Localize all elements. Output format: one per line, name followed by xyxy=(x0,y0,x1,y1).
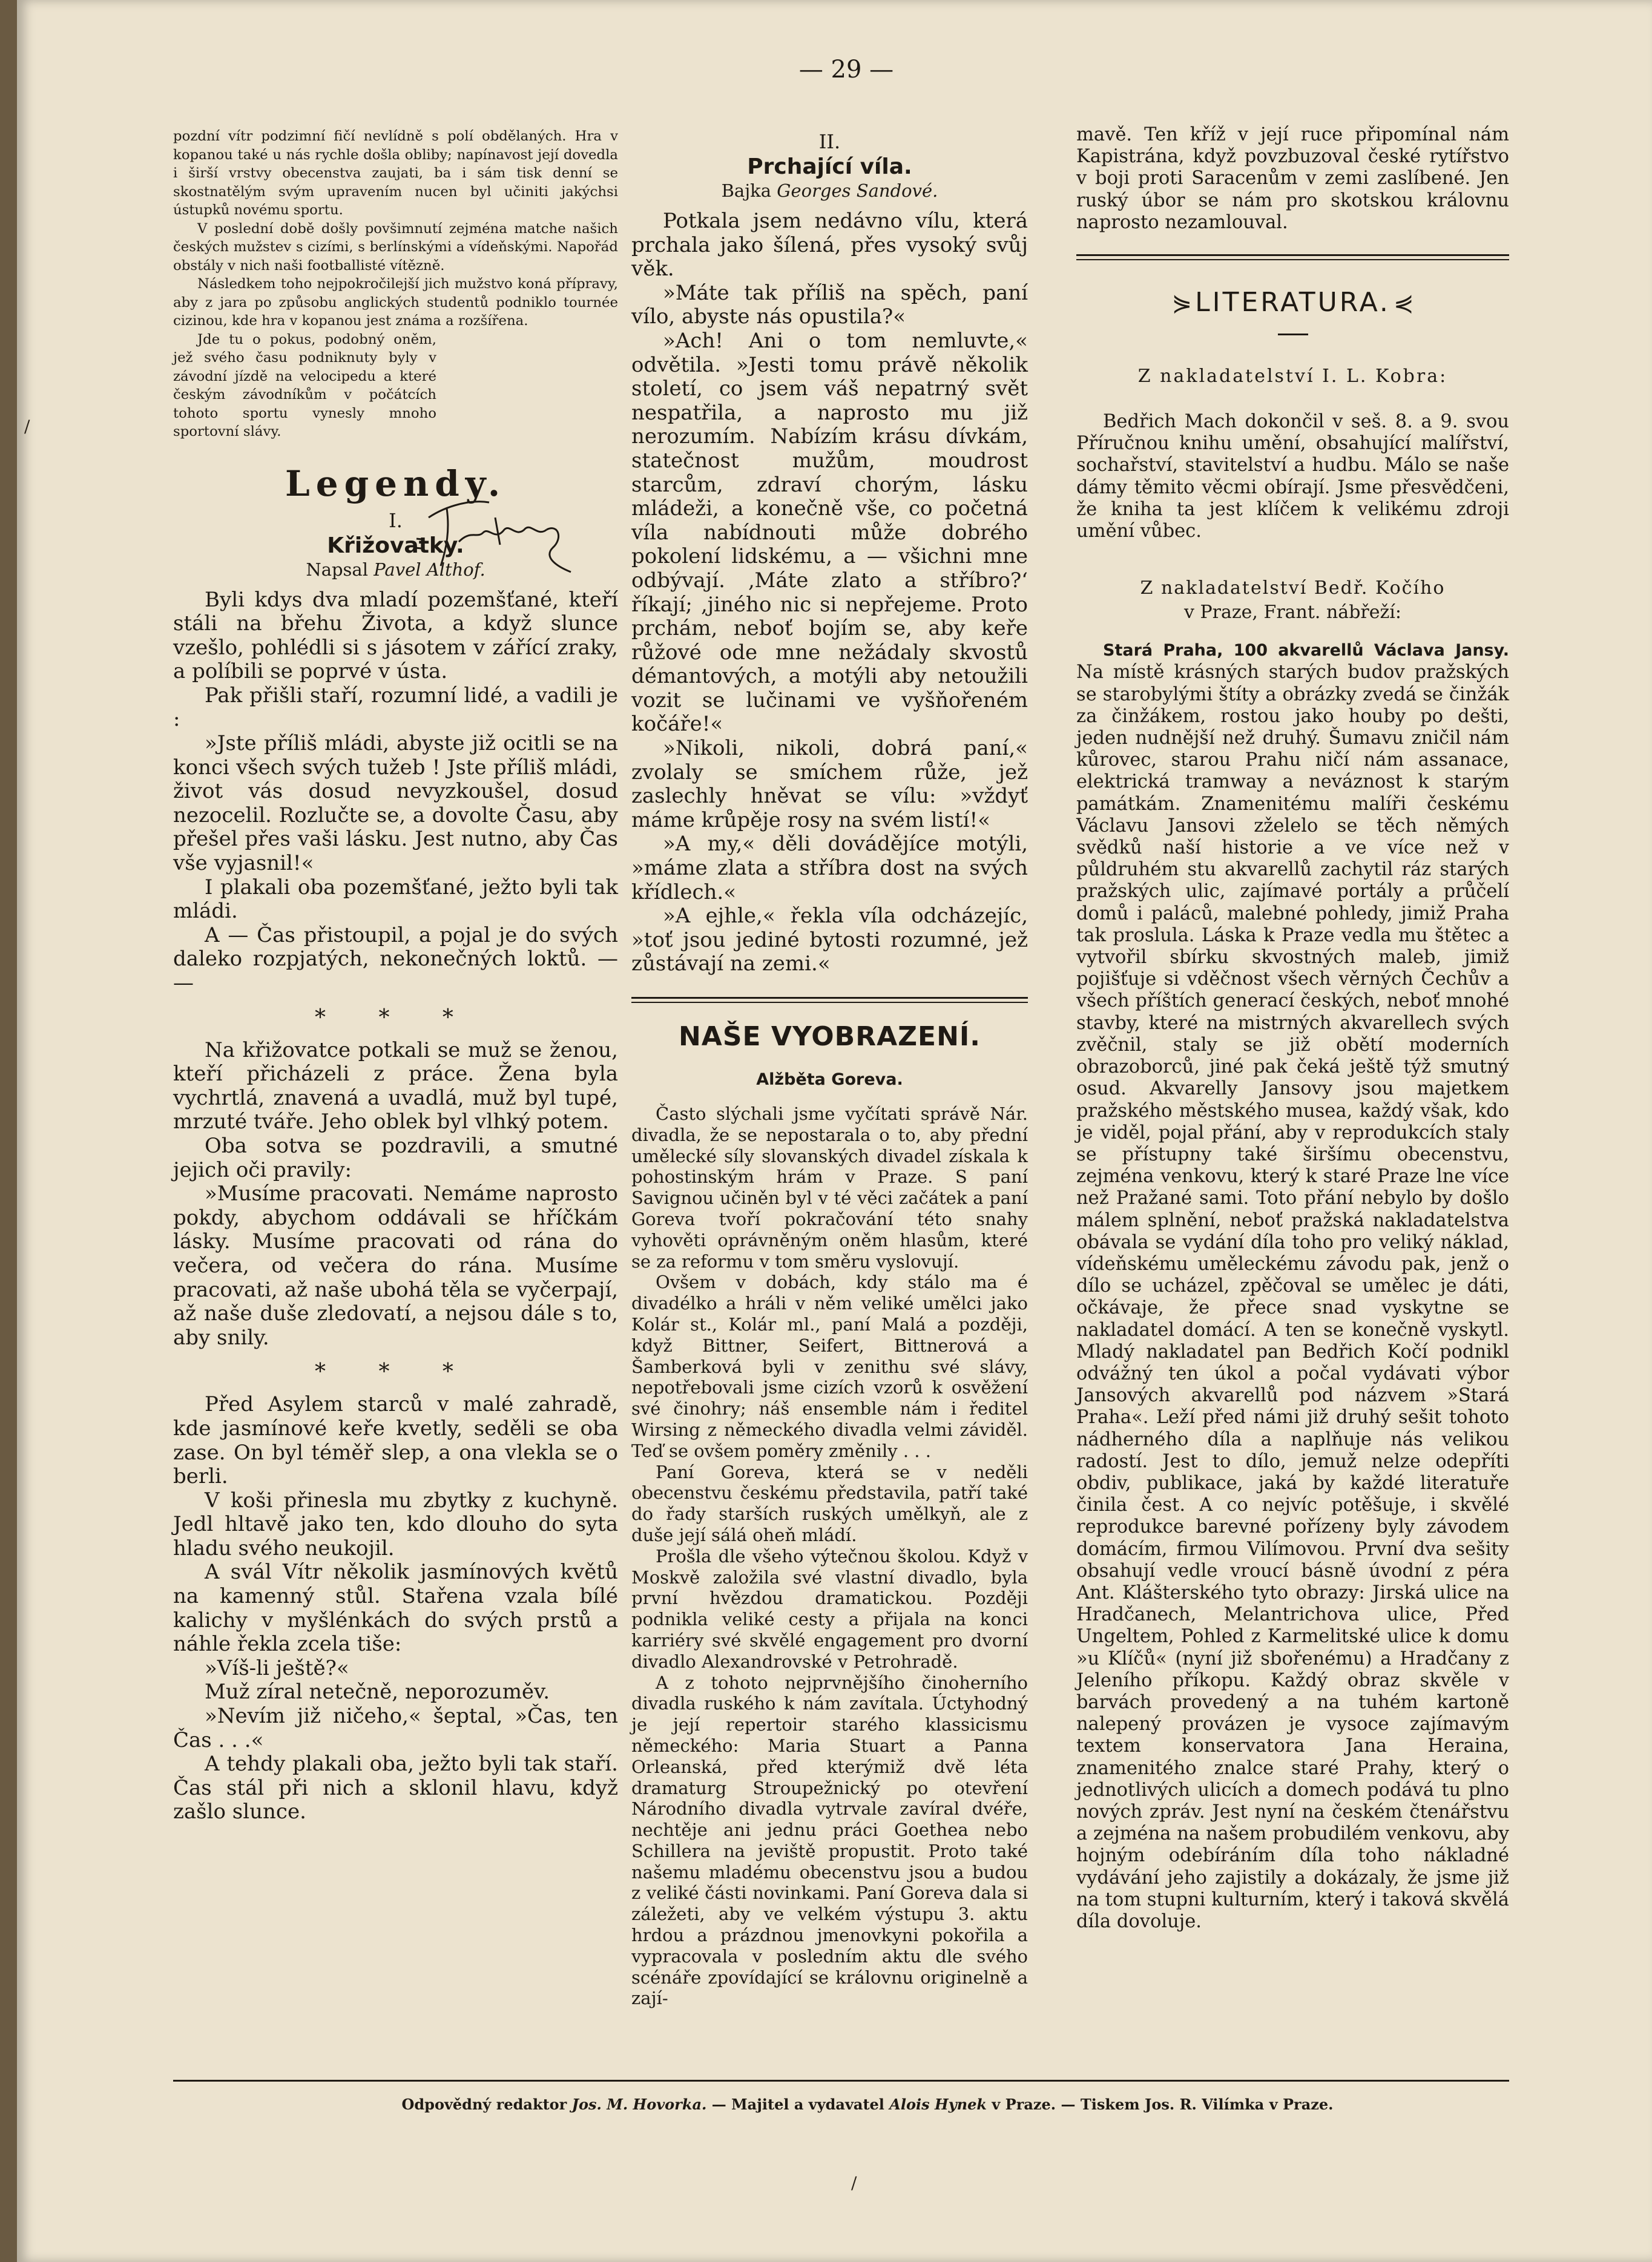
paragraph: Pak přišli staří, rozumní lidé, a vadili je : xyxy=(173,683,618,732)
legend1-roman: I. xyxy=(389,508,403,532)
paragraph: Před Asylem starců v malé zahradě, kde jasmínové keře kvetly, seděli se oba zase. On byl téměř slep, a ona vlekla se o berli. xyxy=(173,1392,618,1489)
byline-prefix: Bajka xyxy=(721,180,772,201)
paragraph: Potkala jsem nedávno vílu, která prchala jako šílená, přes vysoký svůj věk. xyxy=(631,209,1028,281)
nase-vyobrazeni-subtitle: Alžběta Goreva. xyxy=(756,1070,903,1089)
footer-owner: Alois Hynek xyxy=(889,2096,987,2113)
paragraph: Následkem toho nejpokročilejší jich mužstvo koná přípravy, aby z jara po způsobu anglických studentů podniklo tournée cizinou, kde hra v kopanou jest známa a rozšířena. xyxy=(173,276,618,329)
publisher1-review xyxy=(1076,411,1509,542)
publisher2-heading xyxy=(1076,576,1509,625)
legendy-title: Legendy. xyxy=(285,462,507,504)
section-divider-stars: * * * xyxy=(315,1360,476,1385)
paragraph: Prošla dle všeho výtečnou školou. Když v Moskvě založila své vlastní divadlo, byla první hvězdou dramatickou. Později podnikla veliké cesty a přijala na konci karriéry své skvělé engagement pro dvorní divadlo Alexandrovské v Petrohradě. xyxy=(631,1545,1028,1672)
paragraph: V koši přinesla mu zbytky z kuchyně. Jedl hltavě jako ten, kdo dlouho do syta hladu svého neukojil. xyxy=(173,1488,618,1560)
ornament-left-icon: ⋟ xyxy=(1171,289,1192,318)
paragraph: A tehdy plakali oba, ježto byli tak staří. Čas stál při nich a sklonil hlavu, když zašlo slunce. xyxy=(173,1752,618,1824)
paragraph: Často slýchali jsme vyčítati správě Nár. divadla, že se nepostarala o to, aby přední umělecké síly slovanských divadel získala k pohostinským hrám v Praze. S paní Savignou učiněn byl v té věci začátek a paní Goreva tvoří pokračování této snahy vyhověti oprávněným oněm hlasům, které se za reformu v tom směru vyslovují. xyxy=(631,1103,1028,1272)
paragraph: A — Čas přistoupil, a pojal je do svých daleko rozpjatých, nekonečných loktů. — — xyxy=(173,922,618,995)
paragraph: I plakali oba pozemšťané, ježto byli tak mládi. xyxy=(173,875,618,924)
nase-vyobrazeni-text xyxy=(631,1103,1028,2009)
footer-text: Odpovědný redaktor xyxy=(401,2096,567,2113)
paragraph: »Musíme pracovati. Nemáme naprosto pokdy, abychom oddávali se hříčkám lásky. Musíme pracovati od rána do večera, od večera do rána. Musíme pracovati, až naše ubohá těla se vyčerpají, až naše duše zledovatí, a nejsou dále s to, aby snily. xyxy=(173,1182,618,1350)
paragraph: Paní Goreva, která se v neděli obecenstvu českému představila, patří také do řady starších ruských umělkyň, ale z duše její sálá oheň mládí. xyxy=(631,1461,1028,1545)
signature-image xyxy=(404,481,586,584)
heading-line: v Praze, Frant. nábřeží: xyxy=(1183,602,1402,623)
paragraph: Jde tu o pokus, podobný oněm, jež svého času podniknuty byly v závodní jízdě na velocipedu a které českým závodníkům v počátcích tohoto sportu vynesly mnoho sportovní slávy. xyxy=(173,331,436,439)
paragraph: Na křižovatce potkali se muž se ženou, kteří přicházeli z práce. Žena byla vychrtlá, znavená a uvadlá, muž byl tupé, mrzuté tváře. Jeho oblek byl vlhký potem. xyxy=(173,1037,618,1134)
paragraph: »Ach! Ani o tom nemluvte,« odvětila. »Jesti tomu právě několik století, co jsem váš nepatrný svět nespatřila, a naprosto mu již nerozumím. Nabízím krásu dívkám, statečnost mužům, moudrost starcům, zdraví chorým, lásku mládeži, a konečně vše, co početná víla nabídnouti může dobrého pokolení lidskému, a — všichni mne odbývají. ‚Máte zlato a stříbro?‘ říkají; ‚jiného nic si nepřejeme. Proto prchám, neboť bojím se, aby keře růžové ode mne nežádaly skvostů démantových, a motýli aby netoužili vozit se lučinami ve vyšňořeném kočáře!« xyxy=(631,328,1028,737)
paragraph: pozdní vítr podzimní fičí nevlídně s polí obdělaných. Hra v kopanou také u nás rychle došla obliby; napínavost její dovedla i širší vrstvy obecenstva zaujati, ba i sám tisk denní se skostnatělým svým upravením nucen byl učiniti jakýchsi ústupků novému sportu. xyxy=(173,128,618,218)
byline-author: Georges Sandové. xyxy=(777,180,938,201)
paragraph: »A ejhle,« řekla víla odcházejíc, »toť jsou jediné bytosti rozumné, jež zůstávají na zemi.« xyxy=(631,904,1028,976)
column-middle xyxy=(631,130,1028,2009)
publisher1-heading: Z nakladatelství I. L. Kobra: xyxy=(1137,366,1448,387)
paragraph: V poslední době došly povšimnutí zejména matche našich českých mužstev s cizími, s berlínskými a vídeňskými. Napořád obstály v nich naši footballisté vítězně. xyxy=(173,220,618,274)
literatura-title: LITERATURA. xyxy=(1195,287,1390,318)
legend1-title: Křižovatky. xyxy=(327,533,464,558)
heading-line: Z nakladatelství Bedř. Kočího xyxy=(1140,577,1446,599)
column-left xyxy=(173,127,618,1824)
review-text: Na místě krásných starých budov pražských se starobylými štíty a obrázky zvedá se činžák za činžákem, rostou jako houby po dešti, jeden nudnější než druhý. Šumavu zničil nám kůrovec, starou Prahu ničí nám assanace, elektrická tramway a neváznost k starým památkám. Znamenitému malíři českému Václavu Jansovi zželelo se těch němých svědků naší historie a ve více než v půldruhém stu akvarellů zachytil ráz starých pražských ulic, zajímavé portály a průčelí domů i paláců, malebné pohledy, jimiž Praha tak proslula. Láska k Praze vedla mu štětec a vytvořil sbírku skvostných maleb, jimiž pojišťuje si vděčnost všech věrných Čechův a všech příštích generací českých, neboť mnohé stavby, které na mistrných akvarellech svých zvěčnil, staly se již obětí moderních obrazoborců, jiné pak čeká ještě týž smutný osud. Akvarelly Jansovy jsou majetkem pražského městského musea, každý však, kdo je viděl, pojal přání, aby v reprodukcích staly se přístupny také širšímu obecenstvu, zejména venkovu, který k staré Praze lne více než Pražané sami. Toto přání nebylo by došlo málem splnění, neboť pražská nakladatelstva obávala se vydání díla toho pro veliký náklad, vídeňskému uměleckému závodu pak, jenž o dílo se ucházel, zpěčoval se umělec je dáti, očkávaje, že přece snad vyskytne se nakladatel domácí. A ten se konečně vyskytl. Mladý nakladatel pan Bedřich Kočí podnikl odvážný ten úkol a počal vydávati výbor Jansových akvarellů pod názvem »Stará Praha«. Leží před námi již druhý sešit tohoto nádherného díla a naplňuje nás velikou radostí. Jest to dílo, jemuž nelze odepříti obdiv, publikace, jaká by každé literatuře činila čest. A co nejvíc potěšuje, i skvělé reprodukce barevné pořízeny byly závodem domácím, firmou Vilímovou. První dva sešity obsahují vedle vroucí básně úvodní z péra Ant. Klášterského tyto obrazy: Jirská ulice na Hradčanech, Melantrichova ulice, Před Ungeltem, Pohled z Karmelitské ulice k domu »u Klíčů« (nyní již sbořenému) a Hradčany z Jeleního příkopu. Každý obraz skvěle v barvách provedený a na tuhém kartoně nalepený provázen je vysoce zajímavým textem konservatora Jana Heraina, znamenitého znalce staré Prahy, který o jednotlivých ulicích a domech podává tu plno nových zpráv. Jest nyní na českém čtenářstvu a zejména na našem probudilém venkovu, aby hojným odebíráním díla toho nákladné vydávání jeho zajistily a dokázaly, že jsme již na tom stupni kulturním, který i taková skvělá díla dovoluje. xyxy=(1076,662,1509,1933)
legend2-byline xyxy=(631,180,1028,201)
paragraph xyxy=(1076,639,1509,1933)
paragraph: »Víš-li ještě?« xyxy=(205,1655,349,1680)
paragraph: »A my,« děli dovádějíce motýli, »máme zlata a stříbra dost na svých křídlech.« xyxy=(631,832,1028,904)
short-dash-divider xyxy=(1278,334,1308,335)
paragraph: Muž zíral netečně, neporozuměv. xyxy=(205,1680,550,1705)
legend1-part1 xyxy=(173,588,618,996)
paragraph: »Nevím již ničeho,« šeptal, »Čas, ten Čas . . .« xyxy=(173,1704,618,1752)
paragraph: Ovšem v dobách, kdy stálo ma é divadélko a hráli v něm veliké umělci jako Kolár st., Kolár ml., paní Malá a později, když Bittner, Seifert, Bittnerová a Šamberková byli v zenithu své slávy, nepotřebovali jsme cizích vzorů k osvěžení své činohry; náš ensemble nám i ředitel Wirsing z německého divadla velmi záviděl. Teď se ovšem poměry změnily . . . xyxy=(631,1272,1028,1461)
nase-vyobrazeni-title: NAŠE VYOBRAZENÍ. xyxy=(678,1021,981,1052)
nase-vyobrazeni-continuation xyxy=(1076,124,1509,234)
paragraph: mavě. Ten kříž v její ruce připomínal nám Kapistrána, když povzbuzoval české rytířstvo v boji proti Saracenům v zemi zaslíbené. Jen ruský úbor se nám pro skotskou královnu naprosto nezamlouval. xyxy=(1076,124,1509,233)
footer-text: v Praze. — Tiskem Jos. R. Vilímka v Praze. xyxy=(992,2096,1334,2113)
paragraph: Bedřich Mach dokončil v seš. 8. a 9. svou Příručnou knihu umění, obsahující malířství, sochařství, stavitelství a hudbu. Málo se naše dámy těmito věcmi obírají. Jsme přesvědčeni, že kniha ta jest klíčem k velikému zdroji umění vůbec. xyxy=(1076,411,1509,542)
byline-author: Pavel Althof. xyxy=(374,559,485,580)
section-divider-stars: * * * xyxy=(315,1005,476,1030)
page-number: — 29 — xyxy=(798,56,894,84)
ornament-right-icon: ⋞ xyxy=(1394,289,1414,318)
legend1-part3 xyxy=(173,1393,618,1824)
section-rule xyxy=(1076,254,1509,260)
column-right xyxy=(1076,124,1509,1933)
legend2-title: Prchající víla. xyxy=(747,154,912,179)
footer-text: — Majitel a vydavatel xyxy=(711,2096,884,2113)
paragraph: Oba sotva se pozdravili, a smutné jejich oči pravily: xyxy=(173,1133,618,1182)
legend2-text xyxy=(631,209,1028,976)
section-rule xyxy=(631,997,1028,1003)
sport-article xyxy=(173,127,618,441)
margin-mark: / xyxy=(24,416,30,436)
paragraph: »Nikoli, nikoli, dobrá paní,« zvolaly se smíchem růže, jež zaslechly hněvat se vílu: »vždyť máme krůpěje rosy na svém listí!« xyxy=(631,736,1028,832)
legend2-roman: II. xyxy=(818,130,841,153)
paragraph: »Máte tak příliš na spěch, paní vílo, abyste nás opustila?« xyxy=(631,280,1028,329)
paragraph: »Jste příliš mládi, abyste již ocitli se na konci všech svých tužeb ! Jste příliš mládi, život vás dosud nevyzkoušel, dosud nezocelil. Rozlučte se, a dovolte Času, aby přešel přes vaši lásku. Jest nutno, aby Čas vše vyjasnil!« xyxy=(173,731,618,876)
newspaper-page xyxy=(17,0,1652,2262)
publisher2-review xyxy=(1076,639,1509,1933)
footer-editor: Jos. M. Hovorka. xyxy=(571,2096,707,2113)
literatura-heading xyxy=(1076,287,1509,318)
legend1-part2 xyxy=(173,1039,618,1350)
margin-mark: / xyxy=(851,2173,857,2193)
paragraph: A z tohoto nejprvnějšího činoherního divadla ruského k nám zavítala. Úctyhodný je její repertoir starého klassicismu německého: Maria Stuart a Panna Orleanská, před kterýmiž dvě léta dramaturg Stroupežnický po otevření Národního divadla vytrvale zavíral dvéře, nechtěje ani jednu práci Goethea nebo Schillera na jeviště propustit. Proto také našemu mladému obecenstvu jsou a budou z veliké části novinkami. Paní Goreva dala si záležeti, aby ve velkém výstupu 3. aktu hrdou a prázdnou jmenovkyni pokořila a vypracovala v posledním aktu dle svého scénáře zpovídající se královnu originelně a zají- xyxy=(631,1672,1028,2009)
footer-rule xyxy=(173,2080,1509,2082)
paragraph: Byli kdys dva mladí pozemšťané, kteří stáli na břehu Života, a když slunce vzešlo, pohlédli si s jásotem v zářící zraky, a políbili se poprvé v ústa. xyxy=(173,587,618,684)
byline-prefix: Napsal xyxy=(306,559,368,580)
imprint-footer xyxy=(374,2096,1361,2113)
paragraph: A svál Vítr několik jasmínových květů na kamenný stůl. Stařena vzala bílé kalichy v myšlénkách do svých prstů a náhle řekla zcela tiše: xyxy=(173,1560,618,1657)
book-title: Stará Praha, 100 akvarellů Václava Jansy. xyxy=(1103,641,1509,660)
